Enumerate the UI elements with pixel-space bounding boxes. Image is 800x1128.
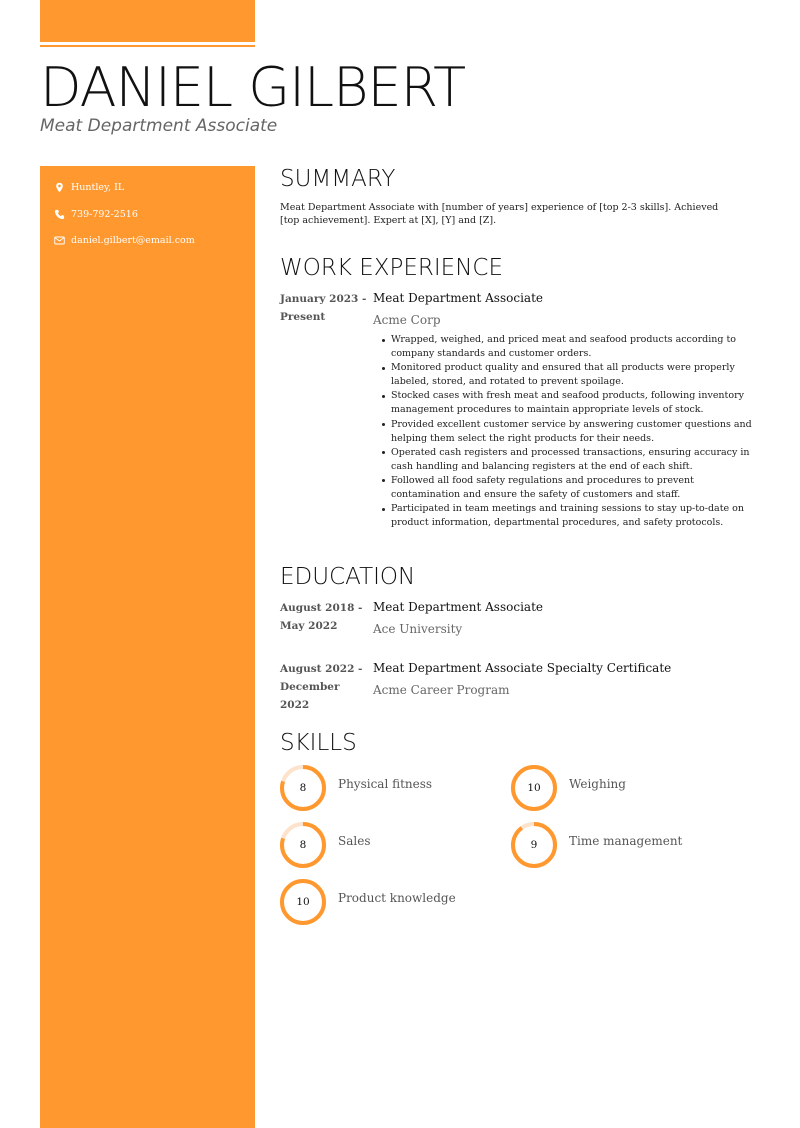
job-bullet: Provided excellent customer service by answering customer questions and helping them select the right products for their needs. — [391, 418, 761, 446]
contact-location — [54, 182, 124, 193]
skill-name: Sales — [338, 834, 371, 848]
skill-name: Weighing — [569, 777, 626, 791]
education-date-end: May 2022 — [280, 620, 338, 632]
education-date-end: December 2022 — [280, 681, 340, 711]
job-bullet: Stocked cases with fresh meat and seafood products, following inventory management procedures to maintain appropriate levels of stock. — [391, 389, 761, 417]
contact-email[interactable] — [54, 235, 195, 246]
education-title: Meat Department Associate — [373, 600, 543, 614]
skill-level-ring — [510, 764, 558, 812]
envelope-icon — [54, 235, 65, 246]
work-experience-heading: WORK EXPERIENCE — [280, 255, 504, 281]
education-date-start: August 2022 - — [280, 663, 363, 675]
job-bullet: Followed all food safety regulations and procedures to prevent contamination and ensure the safety of customers and staff. — [391, 474, 761, 502]
education-heading: EDUCATION — [280, 564, 416, 590]
skill-level-value: 10 — [296, 896, 310, 908]
contact-phone — [54, 209, 138, 220]
job-date-start: January 2023 - — [280, 293, 367, 305]
skill-level-value: 10 — [527, 782, 541, 794]
phone-icon — [54, 209, 65, 220]
skill-level-ring — [279, 878, 327, 926]
candidate-name: DANIEL GILBERT — [40, 56, 466, 119]
skill-name: Product knowledge — [338, 891, 456, 905]
skill-level-value: 8 — [299, 782, 307, 794]
education-date-start: August 2018 - — [280, 602, 363, 614]
job-bullet: Monitored product quality and ensured that all products were properly labeled, stored, and rotated to prevent spoilage. — [391, 361, 761, 389]
summary-text: Meat Department Associate with [number of years] experience of [top 2-3 skills]. Achieved [top achievement]. Expert at [X], [Y] and [Z]. — [280, 202, 719, 226]
sidebar-panel — [40, 166, 255, 1128]
education-date — [280, 599, 370, 635]
skill-level-ring — [279, 764, 327, 812]
job-date-end: Present — [280, 311, 326, 323]
contact-location-text: Huntley, IL — [71, 182, 125, 193]
education-date — [280, 660, 370, 714]
skill-level-ring — [510, 821, 558, 869]
map-pin-icon — [54, 182, 65, 193]
job-bullet: Wrapped, weighed, and priced meat and seafood products according to company standards and customer orders. — [391, 333, 761, 361]
education-institution: Acme Career Program — [373, 683, 510, 697]
skills-heading: SKILLS — [280, 730, 357, 756]
job-company: Acme Corp — [373, 313, 441, 327]
job-title: Meat Department Associate — [373, 291, 543, 305]
education-title: Meat Department Associate Specialty Certificate — [373, 661, 672, 675]
job-date — [280, 290, 370, 326]
contact-phone-text: 739-792-2516 — [71, 209, 138, 220]
skill-level-value: 8 — [299, 839, 307, 851]
skill-name: Physical fitness — [338, 777, 433, 791]
skill-level-value: 9 — [530, 839, 538, 851]
header-accent-block — [40, 0, 255, 42]
skill-name: Time management — [569, 834, 683, 848]
job-bullet: Operated cash registers and processed transactions, ensuring accuracy in cash handling and balancing registers at the end of each shift. — [391, 446, 761, 474]
job-bullet-list — [391, 333, 761, 530]
header-accent-line — [40, 45, 255, 47]
skill-level-ring — [279, 821, 327, 869]
job-bullet: Participated in team meetings and training sessions to stay up-to-date on product information, departmental procedures, and safety protocols. — [391, 502, 761, 530]
summary-heading: SUMMARY — [280, 166, 396, 192]
candidate-title: Meat Department Associate — [40, 116, 278, 136]
education-institution: Ace University — [373, 622, 463, 636]
contact-email-link[interactable]: daniel.gilbert@email.com — [71, 235, 195, 246]
